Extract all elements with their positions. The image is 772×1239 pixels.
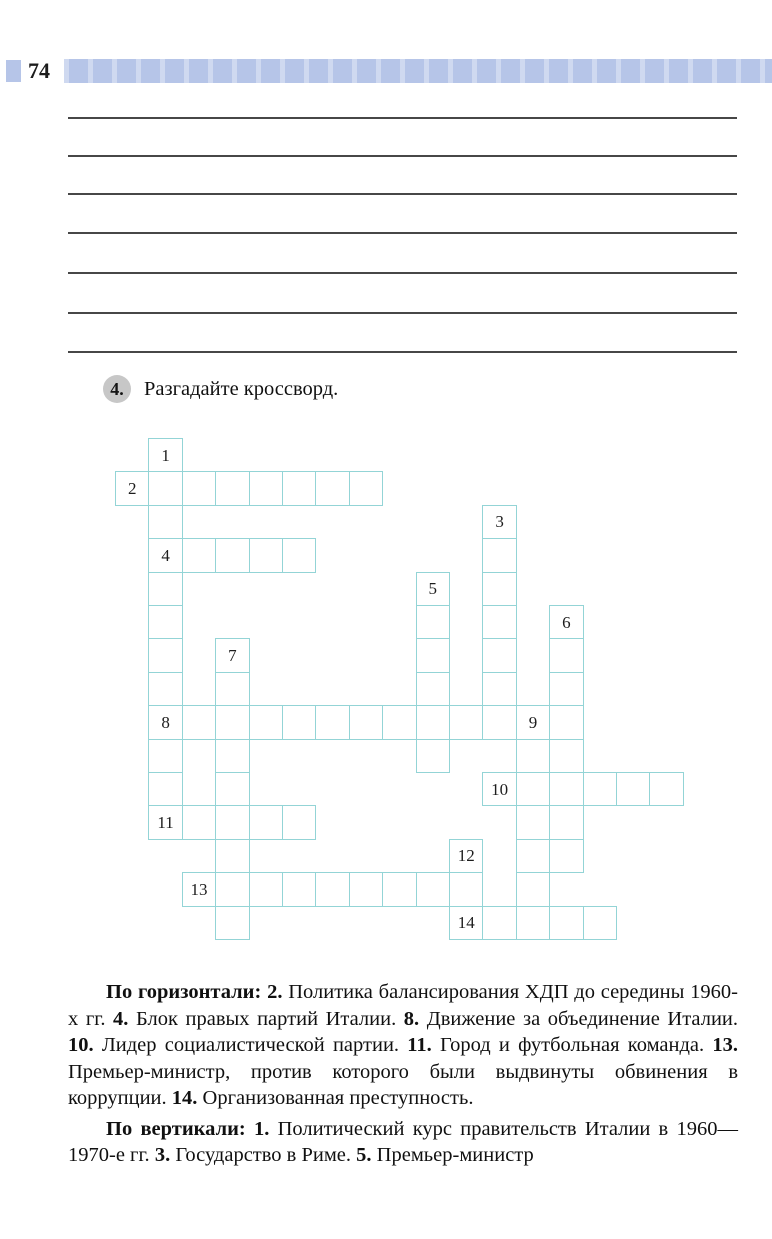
crossword-cell[interactable] (482, 538, 516, 572)
clues-section (68, 979, 738, 1169)
crossword-cell[interactable] (583, 772, 617, 806)
crossword-cell[interactable] (416, 705, 450, 739)
crossword-cell[interactable] (516, 805, 550, 839)
answer-line (68, 232, 737, 234)
crossword-cell[interactable] (249, 705, 283, 739)
crossword-cell[interactable] (182, 538, 216, 572)
crossword-cell[interactable] (282, 872, 316, 906)
clue-number: 11. (407, 1034, 441, 1056)
crossword-cell-3[interactable]: 3 (482, 505, 516, 539)
crossword-cell[interactable] (416, 739, 450, 773)
clue-text: Премьер-министр, против которого были выдвинуты обвинения в коррупции. (68, 1060, 738, 1109)
crossword-cell[interactable] (215, 471, 249, 505)
clue-number: 4. (113, 1007, 136, 1030)
clue-text: Организованная преступность. (202, 1087, 474, 1109)
clue-number: 13. (712, 1034, 739, 1056)
crossword-cell[interactable] (482, 572, 516, 606)
crossword-cell[interactable] (516, 772, 550, 806)
crossword-cell[interactable] (516, 906, 550, 940)
crossword-cell[interactable] (549, 906, 583, 940)
crossword-cell[interactable] (215, 538, 249, 572)
crossword-cell-12[interactable]: 12 (449, 839, 483, 873)
crossword-cell[interactable] (549, 672, 583, 706)
top-decor-band (64, 59, 772, 83)
clue-text: Политический курс правительств Италии в 1960—1970-е гг. (68, 1117, 738, 1166)
clue-text: Политика балансирования ХДП до середины 1960-х гг. (68, 981, 739, 1030)
crossword-cell[interactable] (315, 705, 349, 739)
crossword-cell[interactable] (416, 605, 450, 639)
page-number: 74 (28, 58, 50, 83)
clue-text: Блок правых партий Италии. (135, 1007, 404, 1030)
crossword-cell[interactable] (148, 739, 182, 773)
crossword-cell-11[interactable]: 11 (148, 805, 182, 839)
crossword-cell[interactable] (215, 839, 249, 873)
crossword-cell[interactable] (349, 705, 383, 739)
crossword-cell[interactable] (148, 505, 182, 539)
crossword-cell[interactable] (282, 705, 316, 739)
clue-text: Премьер-министр (376, 1144, 534, 1166)
crossword-cell[interactable] (215, 906, 249, 940)
crossword-cell[interactable] (182, 705, 216, 739)
crossword-cell[interactable] (449, 872, 483, 906)
task-header (103, 375, 338, 403)
crossword-cell[interactable] (482, 605, 516, 639)
clue-text: Лидер социалистической партии. (101, 1034, 408, 1056)
clue-number: 3. (154, 1144, 176, 1166)
crossword-cell[interactable] (549, 805, 583, 839)
crossword-cell[interactable] (182, 471, 216, 505)
crossword-cell[interactable] (516, 872, 550, 906)
crossword-cell[interactable] (148, 471, 182, 505)
answer-line (68, 351, 737, 353)
clue-group-label: По горизонтали: (106, 981, 268, 1003)
crossword-cell[interactable] (482, 705, 516, 739)
crossword-cell-14[interactable]: 14 (449, 906, 483, 940)
crossword-cell[interactable] (549, 705, 583, 739)
crossword-cell[interactable] (148, 672, 182, 706)
crossword-cell[interactable] (449, 705, 483, 739)
clue-group-label: По вертикали: (106, 1117, 254, 1140)
crossword-cell[interactable] (382, 872, 416, 906)
crossword-cell[interactable] (382, 705, 416, 739)
crossword-cell[interactable] (416, 638, 450, 672)
answer-line (68, 312, 737, 314)
crossword-cell[interactable] (416, 672, 450, 706)
crossword-cell-4[interactable]: 4 (148, 538, 182, 572)
clue-number: 8. (403, 1007, 427, 1030)
crossword-cell[interactable] (215, 872, 249, 906)
crossword-cell[interactable] (349, 872, 383, 906)
crossword-cell[interactable] (282, 471, 316, 505)
crossword-cell-9[interactable]: 9 (516, 705, 550, 739)
crossword-cell[interactable] (516, 739, 550, 773)
crossword-cell[interactable] (616, 772, 650, 806)
answer-line (68, 272, 737, 274)
crossword-cell[interactable] (549, 839, 583, 873)
crossword-cell[interactable] (282, 538, 316, 572)
answer-line (68, 193, 737, 195)
crossword-cell[interactable] (549, 638, 583, 672)
crossword-cell-5[interactable]: 5 (416, 572, 450, 606)
crossword-cell[interactable] (482, 638, 516, 672)
crossword-cell-7[interactable]: 7 (215, 638, 249, 672)
crossword-cell[interactable] (148, 772, 182, 806)
crossword-cell-10[interactable]: 10 (482, 772, 516, 806)
crossword-cell[interactable] (649, 772, 683, 806)
crossword-cell[interactable] (215, 705, 249, 739)
crossword-cell[interactable] (482, 672, 516, 706)
crossword-cell[interactable] (349, 471, 383, 505)
clue-text: Движение за объединение Италии. (426, 1007, 739, 1030)
task-title: Разгадайте кроссворд. (144, 377, 339, 400)
crossword-cell-8[interactable]: 8 (148, 705, 182, 739)
clues-across (68, 979, 738, 1112)
crossword-cell[interactable] (583, 906, 617, 940)
answer-line (68, 155, 737, 157)
clue-number: 5. (356, 1144, 377, 1166)
crossword-cell[interactable] (516, 839, 550, 873)
crossword-cell[interactable] (215, 672, 249, 706)
crossword-cell[interactable] (249, 471, 283, 505)
crossword-cell[interactable] (148, 572, 182, 606)
clue-number: 14. (171, 1087, 203, 1109)
clue-number: 1. (253, 1117, 278, 1140)
crossword-cell[interactable] (315, 872, 349, 906)
crossword-cell[interactable] (215, 805, 249, 839)
crossword-cell[interactable] (148, 638, 182, 672)
crossword-cell[interactable] (215, 772, 249, 806)
crossword-cell-2[interactable]: 2 (115, 471, 149, 505)
task-number-badge: 4. (103, 375, 131, 403)
edge-decor-square (6, 60, 21, 82)
crossword-cell[interactable] (182, 805, 216, 839)
crossword-cell[interactable] (549, 772, 583, 806)
clue-text: Город и футбольная команда. (440, 1034, 713, 1056)
crossword-cell[interactable] (249, 538, 283, 572)
clues-down (68, 1116, 738, 1169)
crossword-cell[interactable] (416, 872, 450, 906)
crossword-cell[interactable] (315, 471, 349, 505)
crossword-cell[interactable] (249, 805, 283, 839)
crossword-cell[interactable] (549, 739, 583, 773)
crossword-cell-13[interactable]: 13 (182, 872, 216, 906)
crossword-cell[interactable] (148, 605, 182, 639)
clue-number: 10. (68, 1034, 102, 1056)
clue-text: Государство в Риме. (175, 1144, 357, 1166)
crossword-cell[interactable] (282, 805, 316, 839)
answer-line (68, 117, 737, 119)
crossword-cell-1[interactable]: 1 (148, 438, 182, 472)
crossword-cell[interactable] (249, 872, 283, 906)
crossword-cell[interactable] (215, 739, 249, 773)
crossword-cell[interactable] (482, 906, 516, 940)
clue-number: 2. (267, 981, 289, 1003)
crossword-cell-6[interactable]: 6 (549, 605, 583, 639)
